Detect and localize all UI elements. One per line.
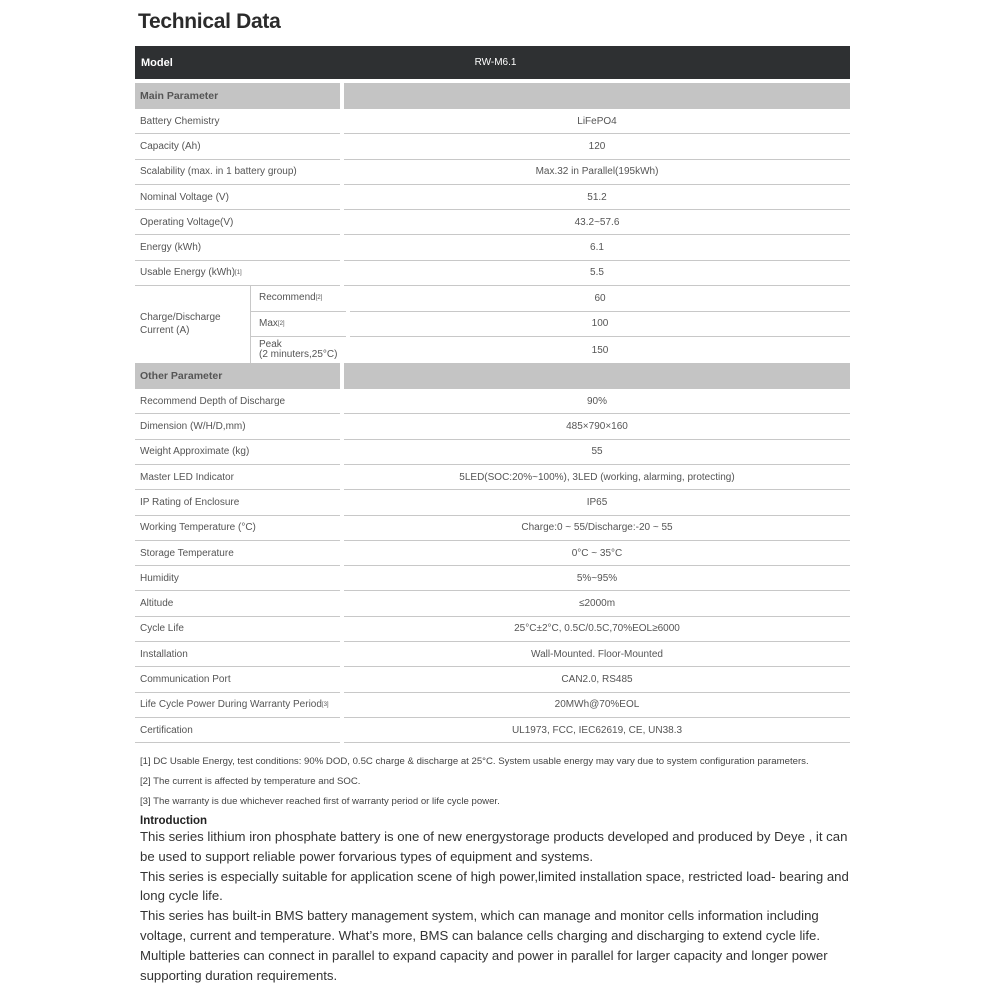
table-row [135,566,850,591]
section-label: Main Parameter [135,83,340,109]
row-label: Battery Chemistry [135,109,340,134]
table-row [135,160,850,185]
table-row [135,516,850,541]
model-header-row [135,46,850,79]
table-row [135,617,850,642]
table-row [135,261,850,286]
footnote-2: [2] The current is affected by temperature and SOC. [140,776,361,787]
sub-row-label: Max [2] [251,312,346,338]
row-value: 90% [344,389,850,414]
sub-row-value: 100 [350,312,850,338]
footnote-1: [1] DC Usable Energy, test conditions: 90% DOD, 0.5C charge & discharge at 25°C. System usable energy may vary due to system configuration parameters. [140,756,809,767]
row-label: Scalability (max. in 1 battery group) [135,160,340,185]
section-header-main [135,83,850,109]
footnotes [140,752,809,812]
row-label: Dimension (W/H/D,mm) [135,414,340,439]
row-value: 25°C±2°C, 0.5C/0.5C,70%EOL≥6000 [344,617,850,642]
model-label: Model [141,56,173,69]
section-header-other [135,363,850,389]
table-row [135,389,850,414]
page-title: Technical Data [138,10,281,33]
row-value: CAN2.0, RS485 [344,667,850,692]
row-label: Energy (kWh) [135,235,340,260]
sub-row-label: Peak (2 minuters,25°C) [259,338,338,361]
row-label: Humidity [135,566,340,591]
table-row [135,667,850,692]
table-row [135,134,850,159]
introduction-paragraph: This series has built-in BMS battery management system, which can manage and monitor cells information including voltage, current and temperature. What’s more, BMS can balance cells charging and discharging to extend cycle life. [140,908,821,943]
group-label: Charge/Discharge Current (A) [140,312,221,336]
table-row [135,465,850,490]
row-label: Installation [135,642,340,667]
row-value: UL1973, FCC, IEC62619, CE, UN38.3 [344,718,850,743]
introduction-paragraph: This series lithium iron phosphate battery is one of new energystorage products developed and produced by Deye , it can be used to support reliable power forvarious types of equipment and systems. [140,829,848,864]
table-row [135,210,850,235]
row-label: Capacity (Ah) [135,134,340,159]
sub-row-value: 150 [591,344,609,356]
row-value: 0°C ~ 35°C [344,541,850,566]
row-value: LiFePO4 [344,109,850,134]
row-value: 485×790×160 [344,414,850,439]
row-value: ≤2000m [344,591,850,616]
row-label: Usable Energy (kWh) [1] [135,261,340,286]
row-label: Nominal Voltage (V) [135,185,340,210]
row-label: Master LED Indicator [135,465,340,490]
table-row [135,235,850,260]
row-label: Operating Voltage(V) [135,210,340,235]
charge-discharge-current-group [135,286,850,363]
introduction-heading: Introduction [140,815,208,827]
row-value: 5.5 [344,261,850,286]
table-row [135,541,850,566]
row-value: 120 [344,134,850,159]
table-row [135,642,850,667]
row-value: 5LED(SOC:20%~100%), 3LED (working, alarming, protecting) [344,465,850,490]
row-value: Charge:0 ~ 55/Discharge:-20 ~ 55 [344,516,850,541]
sub-row-value: 60 [350,286,850,312]
row-value: IP65 [344,490,850,515]
row-label: Weight Approximate (kg) [135,440,340,465]
table-row [135,693,850,718]
row-value: Wall-Mounted. Floor-Mounted [344,642,850,667]
row-label: Working Temperature (°C) [135,516,340,541]
technical-data-table [135,46,850,743]
row-value: 51.2 [344,185,850,210]
table-row [135,591,850,616]
footnote-3: [3] The warranty is due whichever reached first of warranty period or life cycle power. [140,796,500,807]
introduction-section [140,815,860,985]
table-row [135,185,850,210]
table-row [135,440,850,465]
row-label: Life Cycle Power During Warranty Period [3] [135,693,340,718]
table-row [135,718,850,743]
row-label: Altitude [135,591,340,616]
row-value: 6.1 [344,235,850,260]
table-row [135,414,850,439]
row-value: 43.2~57.6 [344,210,850,235]
sub-row-label: Recommend [2] [251,286,346,312]
table-row [135,490,850,515]
section-label: Other Parameter [135,363,340,389]
table-row [135,109,850,134]
row-label: Communication Port [135,667,340,692]
row-label: Storage Temperature [135,541,340,566]
row-value: 5%~95% [344,566,850,591]
introduction-paragraph: This series is especially suitable for application scene of high power,limited installation space, restricted load- bearing and long cycle life. [140,868,849,904]
row-label: IP Rating of Enclosure [135,490,340,515]
introduction-paragraph: Multiple batteries can connect in parallel to expand capacity and power in parallel for larger capacity and longer power supporting duration requirements. [140,947,828,983]
row-value: 55 [344,440,850,465]
row-label: Recommend Depth of Discharge [135,389,340,414]
row-value: 20MWh@70%EOL [344,693,850,718]
model-value: RW-M6.1 [474,57,517,68]
row-label: Certification [135,718,340,743]
row-label: Cycle Life [135,617,340,642]
row-value: Max.32 in Parallel(195kWh) [344,160,850,185]
